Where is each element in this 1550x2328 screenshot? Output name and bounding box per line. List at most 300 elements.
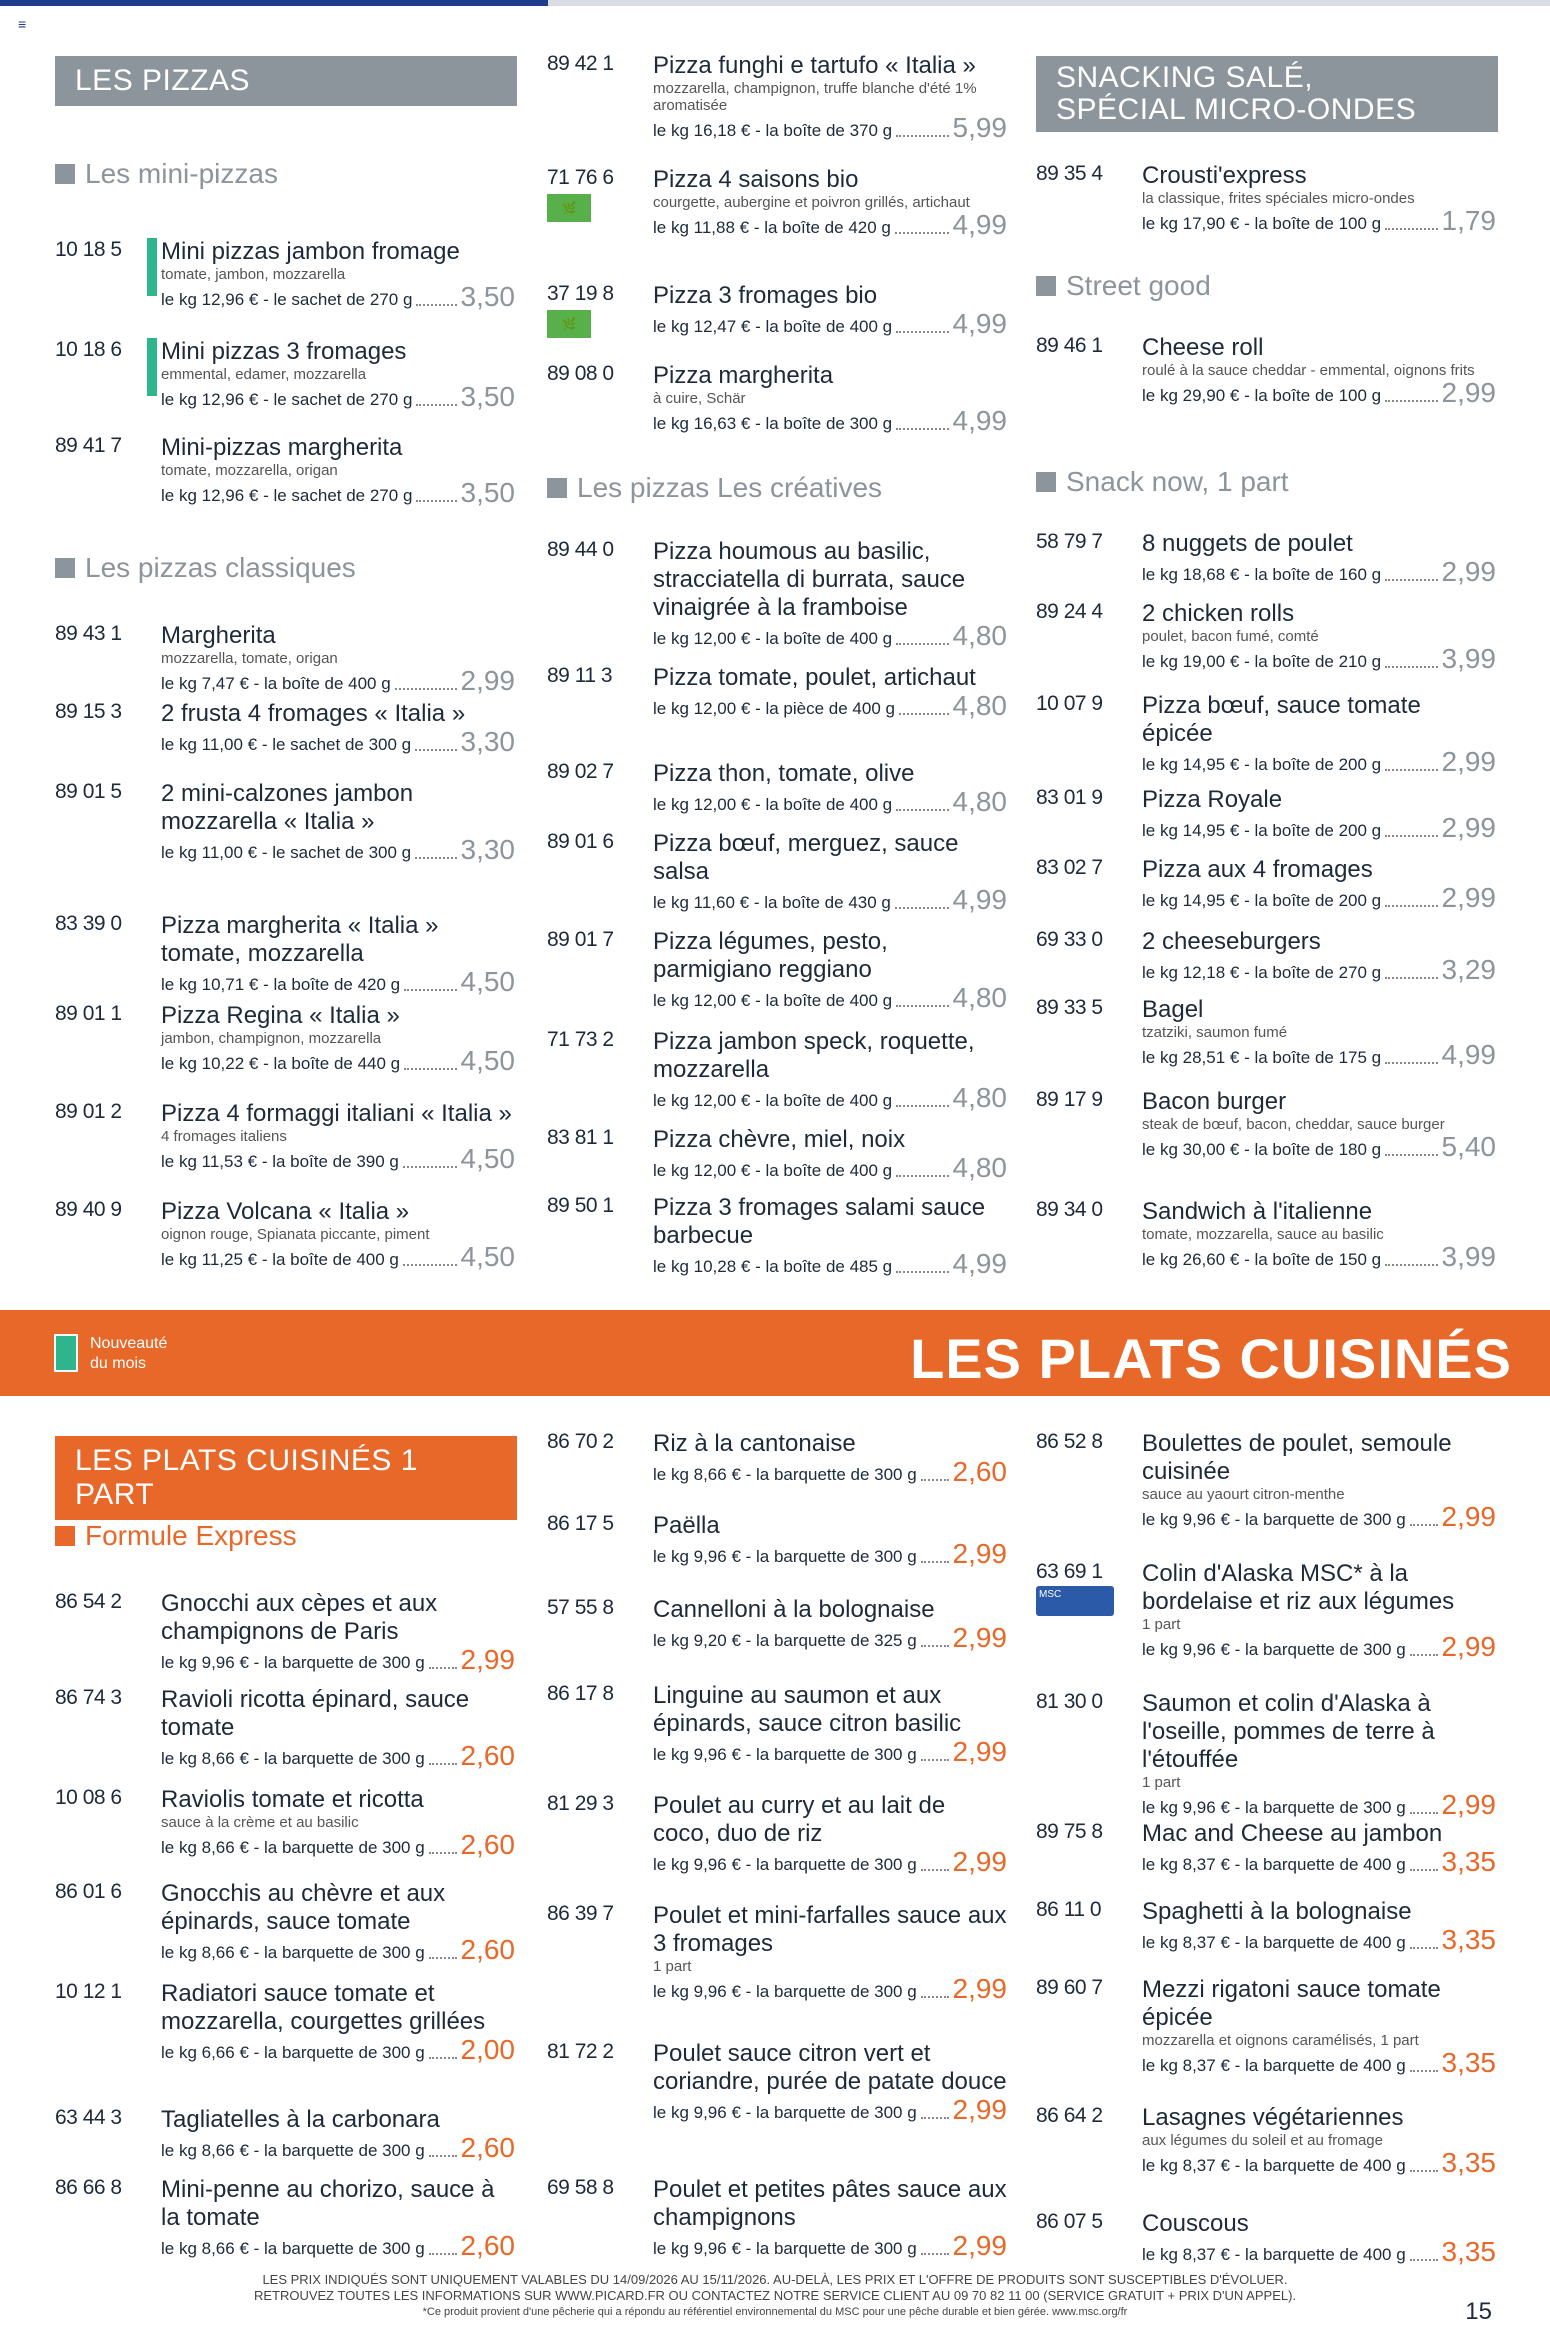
top-bar-accent: [0, 0, 548, 6]
dot-leader: [896, 331, 948, 333]
price-line: [161, 479, 515, 507]
product-code: 63 69 1: [1036, 1560, 1103, 1583]
price-line: [653, 622, 1007, 650]
dot-leader: [1385, 1264, 1437, 1266]
product-name: Pizza Regina « Italia »: [161, 1002, 400, 1029]
dot-leader: [896, 1105, 948, 1107]
unit-price: le kg 9,96 € - la barquette de 300 g: [653, 1547, 917, 1566]
product-description: jambon, champignon, mozzarella: [161, 1030, 382, 1047]
price-line: [161, 836, 515, 864]
product-code: 89 41 7: [55, 434, 122, 457]
unit-price: le kg 26,60 € - la boîte de 150 g: [1142, 1250, 1382, 1269]
product-body: [161, 1002, 515, 1075]
dot-leader: [1410, 2070, 1438, 2072]
price: 4,80: [952, 620, 1007, 651]
price: 2,99: [952, 1846, 1007, 1877]
product-name: 8 nuggets de poulet: [1142, 530, 1353, 557]
product-code: 89 02 7: [547, 760, 614, 783]
product-name: Paëlla: [653, 1512, 720, 1539]
product-name: Raviolis tomate et ricotta: [161, 1786, 424, 1813]
dot-leader: [1385, 905, 1437, 907]
product-code: 89 15 3: [55, 700, 122, 723]
product-description: sauce à la crème et au basilic: [161, 1814, 359, 1831]
product-body: [1142, 162, 1496, 235]
unit-price: le kg 12,00 € - la boîte de 400 g: [653, 1091, 893, 1110]
dot-leader: [1385, 769, 1437, 771]
price-line: [1142, 1633, 1496, 1661]
product-name: 2 cheeseburgers: [1142, 928, 1321, 955]
product-body: [653, 1596, 1007, 1652]
unit-price: le kg 9,20 € - la barquette de 325 g: [653, 1631, 917, 1650]
product-body: [161, 700, 515, 756]
price-line: [1142, 558, 1496, 586]
price-line: [1142, 1243, 1496, 1271]
product-body: [161, 1880, 515, 1964]
product-body: [161, 622, 515, 695]
product-name: Bacon burger: [1142, 1088, 1287, 1115]
product-body: [161, 338, 515, 411]
pizzas-header: LES PIZZAS: [55, 56, 517, 106]
unit-price: le kg 14,95 € - la boîte de 200 g: [1142, 821, 1382, 840]
price: 3,35: [1441, 2147, 1496, 2178]
product-body: [653, 362, 1007, 435]
price: 4,80: [952, 690, 1007, 721]
product-body: [1142, 1430, 1496, 1531]
product-body: [161, 912, 515, 996]
price: 4,99: [952, 884, 1007, 915]
price: 2,99: [952, 1973, 1007, 2004]
price-line: [653, 2096, 1007, 2124]
unit-price: le kg 9,96 € - la barquette de 300 g: [1142, 1640, 1406, 1659]
product-description: emmental, edamer, mozzarella: [161, 366, 367, 383]
price-line: [1142, 2149, 1496, 2177]
unit-price: le kg 17,90 € - la boîte de 100 g: [1142, 214, 1382, 233]
unit-price: le kg 12,96 € - le sachet de 270 g: [161, 486, 413, 505]
creative-pizzas-subtitle: Les pizzas Les créatives: [547, 472, 882, 504]
unit-price: le kg 11,60 € - la boîte de 430 g: [653, 893, 891, 912]
product-description: 1 part: [1142, 1774, 1181, 1791]
product-code: 81 30 0: [1036, 1690, 1103, 1713]
price-line: [1142, 884, 1496, 912]
product-name: Couscous: [1142, 2210, 1249, 2237]
product-name: Pizza houmous au basilic, stracciatella di burrata, sauce vinaigrée à la framboise: [653, 538, 966, 621]
product-code: 57 55 8: [547, 1596, 614, 1619]
product-code: 89 01 6: [547, 830, 614, 853]
product-code: 86 66 8: [55, 2176, 122, 2199]
unit-price: le kg 6,66 € - la barquette de 300 g: [161, 2043, 425, 2062]
dot-leader: [921, 1996, 949, 1998]
price: 3,30: [460, 834, 515, 865]
product-code: 83 01 9: [1036, 786, 1103, 809]
unit-price: le kg 28,51 € - la boîte de 175 g: [1142, 1048, 1382, 1067]
price: 3,35: [1441, 1846, 1496, 1877]
product-body: [1142, 530, 1496, 586]
product-name: Pizza tomate, poulet, artichaut: [653, 664, 976, 691]
square-bullet-icon: [55, 558, 75, 578]
price-line: [653, 1975, 1007, 2003]
price-line: [161, 667, 515, 695]
price-line: [653, 692, 1007, 720]
price: 5,99: [952, 112, 1007, 143]
unit-price: le kg 8,37 € - la barquette de 400 g: [1142, 2245, 1406, 2264]
price: 2,60: [952, 1456, 1007, 1487]
dot-leader: [416, 404, 456, 406]
unit-price: le kg 11,88 € - la boîte de 420 g: [653, 218, 891, 237]
product-code: 89 11 3: [547, 664, 613, 687]
product-name: Bagel: [1142, 996, 1204, 1023]
product-name: Pizza jambon speck, roquette, mozzarella: [653, 1028, 975, 1083]
unit-price: le kg 9,96 € - la barquette de 300 g: [161, 1653, 425, 1672]
snacking-column: [1036, 56, 1498, 132]
page-number: 15: [1465, 2298, 1492, 2325]
dot-leader: [895, 907, 949, 909]
price: 3,35: [1441, 2047, 1496, 2078]
price: 2,99: [1441, 746, 1496, 777]
unit-price: le kg 14,95 € - la boîte de 200 g: [1142, 891, 1382, 910]
price-line: [653, 1250, 1007, 1278]
product-code: 89 46 1: [1036, 334, 1103, 357]
product-body: [653, 830, 1007, 914]
plats-header: LES PLATS CUISINÉS 1 PART: [55, 1436, 517, 1520]
unit-price: le kg 7,47 € - la boîte de 400 g: [161, 674, 391, 693]
price-line: [1142, 379, 1496, 407]
price: 1,79: [1441, 205, 1496, 236]
dot-leader: [415, 857, 456, 859]
price-line: [653, 2232, 1007, 2260]
price: 4,80: [952, 982, 1007, 1013]
price-line: [161, 2036, 515, 2064]
dot-leader: [1410, 1947, 1438, 1949]
product-name: Sandwich à l'italienne: [1142, 1198, 1373, 1225]
product-code: 86 54 2: [55, 1590, 122, 1613]
dot-leader: [1385, 1062, 1437, 1064]
product-code: 86 17 8: [547, 1682, 614, 1705]
dot-leader: [429, 2057, 457, 2059]
product-code: 71 76 6: [547, 166, 614, 189]
price-line: [1142, 2238, 1496, 2266]
product-body: [161, 1686, 515, 1770]
price: 2,99: [1441, 812, 1496, 843]
dot-leader: [921, 1869, 949, 1871]
price-line: [161, 1646, 515, 1674]
dot-leader: [1385, 835, 1437, 837]
banner-title: LES PLATS CUISINÉS: [910, 1327, 1512, 1390]
product-name: Poulet et mini-farfalles sauce aux 3 fromages: [653, 1902, 1007, 1957]
product-body: [653, 282, 1007, 338]
unit-price: le kg 8,66 € - la barquette de 300 g: [161, 1749, 425, 1768]
product-code: 69 33 0: [1036, 928, 1103, 951]
product-name: Pizza Volcana « Italia »: [161, 1198, 410, 1225]
product-name: Radiatori sauce tomate et mozzarella, courgettes grillées: [161, 1980, 486, 2035]
product-description: aux légumes du soleil et au fromage: [1142, 2132, 1383, 2149]
product-code: 10 12 1: [55, 1980, 122, 2003]
product-name: Tagliatelles à la carbonara: [161, 2106, 440, 2133]
price: 2,99: [952, 1538, 1007, 1569]
product-code: 86 07 5: [1036, 2210, 1103, 2233]
price: 5,40: [1441, 1131, 1496, 1162]
product-code: 81 72 2: [547, 2040, 614, 2063]
unit-price: le kg 18,68 € - la boîte de 160 g: [1142, 565, 1382, 584]
price-line: [1142, 1791, 1496, 1819]
price-line: [161, 2232, 515, 2260]
price-line: [653, 310, 1007, 338]
dot-leader: [1385, 400, 1437, 402]
product-name: 2 frusta 4 fromages « Italia »: [161, 700, 466, 727]
product-code: 86 74 3: [55, 1686, 122, 1709]
product-code: 83 39 0: [55, 912, 122, 935]
product-name: Mezzi rigatoni sauce tomate épicée: [1142, 1976, 1441, 2031]
plats-cuisines-banner: [0, 1310, 1550, 1396]
price: 3,50: [460, 477, 515, 508]
product-code: 83 81 1: [547, 1126, 614, 1149]
product-code: 58 79 7: [1036, 530, 1103, 553]
unit-price: le kg 8,66 € - la barquette de 300 g: [161, 1838, 425, 1857]
product-description: 1 part: [653, 1958, 692, 1975]
price: 3,35: [1441, 2236, 1496, 2267]
square-bullet-icon: [55, 1526, 75, 1546]
product-name: Margherita: [161, 622, 276, 649]
dot-leader: [1410, 1654, 1438, 1656]
product-code: 89 24 4: [1036, 600, 1103, 623]
price-line: [653, 984, 1007, 1012]
price: 4,99: [952, 308, 1007, 339]
price-line: [653, 1154, 1007, 1182]
dot-leader: [896, 643, 948, 645]
product-body: [1142, 928, 1496, 984]
dot-leader: [896, 1005, 948, 1007]
menu-icon[interactable]: ≡: [18, 16, 27, 32]
unit-price: le kg 11,53 € - la boîte de 390 g: [161, 1152, 399, 1171]
product-name: Pizza chèvre, miel, noix: [653, 1126, 906, 1153]
product-name: Mini-penne au chorizo, sauce à la tomate: [161, 2176, 495, 2231]
product-body: [653, 664, 1007, 720]
product-body: [653, 166, 1007, 239]
price: 2,99: [952, 1736, 1007, 1767]
price-line: [161, 968, 515, 996]
nouveaute-legend: Nouveauté du mois: [90, 1335, 168, 1372]
product-description: oignon rouge, Spianata piccante, piment: [161, 1226, 430, 1243]
product-body: [1142, 334, 1496, 407]
product-description: 4 fromages italiens: [161, 1128, 287, 1145]
dot-leader: [1385, 579, 1437, 581]
product-name: Riz à la cantonaise: [653, 1430, 856, 1457]
product-name: Spaghetti à la bolognaise: [1142, 1898, 1412, 1925]
price: 2,60: [460, 1934, 515, 1965]
product-name: Pizza Royale: [1142, 786, 1283, 813]
price: 2,60: [460, 1740, 515, 1771]
product-name: Pizza thon, tomate, olive: [653, 760, 915, 787]
price: 4,50: [460, 1045, 515, 1076]
dot-leader: [1385, 1154, 1437, 1156]
unit-price: le kg 10,28 € - la boîte de 485 g: [653, 1257, 893, 1276]
product-description: roulé à la sauce cheddar - emmental, oignons frits: [1142, 362, 1475, 379]
organic-leaf-icon: 🌿: [547, 310, 591, 338]
product-body: [1142, 1820, 1496, 1876]
dot-leader: [429, 2253, 457, 2255]
unit-price: le kg 14,95 € - la boîte de 200 g: [1142, 755, 1382, 774]
product-name: Pizza margherita: [653, 362, 834, 389]
product-code: 89 44 0: [547, 538, 614, 561]
unit-price: le kg 8,37 € - la barquette de 400 g: [1142, 1855, 1406, 1874]
unit-price: le kg 11,00 € - le sachet de 300 g: [161, 843, 412, 862]
product-body: [653, 1126, 1007, 1182]
product-name: Mini-pizzas margherita: [161, 434, 403, 461]
product-name: Pizza bœuf, sauce tomate épicée: [1142, 692, 1421, 747]
price: 3,29: [1441, 954, 1496, 985]
product-name: Gnocchis au chèvre et aux épinards, sauce tomate: [161, 1880, 446, 1935]
snacking-header: SNACKING SALÉ, SPÉCIAL MICRO-ONDES: [1036, 56, 1498, 132]
product-name: Pizza aux 4 fromages: [1142, 856, 1373, 883]
price: 4,99: [952, 1248, 1007, 1279]
price: 2,99: [1441, 377, 1496, 408]
product-code: 86 52 8: [1036, 1430, 1103, 1453]
dot-leader: [921, 2253, 949, 2255]
product-description: sauce au yaourt citron-menthe: [1142, 1486, 1345, 1503]
product-name: Poulet au curry et au lait de coco, duo de riz: [653, 1792, 946, 1847]
dot-leader: [395, 688, 457, 690]
product-name: Pizza 4 saisons bio: [653, 166, 859, 193]
dot-leader: [1385, 977, 1437, 979]
price-line: [161, 728, 515, 756]
product-code: 83 02 7: [1036, 856, 1103, 879]
product-name: Mini pizzas 3 fromages: [161, 338, 407, 365]
dot-leader: [1385, 666, 1437, 668]
product-body: [161, 1198, 515, 1271]
price-line: [1142, 748, 1496, 776]
dot-leader: [404, 989, 456, 991]
dot-leader: [416, 500, 456, 502]
price-line: [653, 1848, 1007, 1876]
unit-price: le kg 11,00 € - le sachet de 300 g: [161, 735, 412, 754]
product-body: [161, 780, 515, 864]
unit-price: le kg 9,96 € - la barquette de 300 g: [653, 1855, 917, 1874]
product-description: poulet, bacon fumé, comté: [1142, 628, 1319, 645]
unit-price: le kg 29,90 € - la boîte de 100 g: [1142, 386, 1382, 405]
price-line: [653, 788, 1007, 816]
footer-legal: LES PRIX INDIQUÉS SONT UNIQUEMENT VALABLES DU 14/09/2026 AU 15/11/2026. AU-DELÀ, LES PRIX ET L'OFFRE DE PRODUITS SONT SUSCEPTIBLES D'ÉVOLUER. RETROUVEZ TOUTES LES INFORMATIONS SUR WWW.PICARD.FR OU CONTACTEZ NOTRE SERVICE CLIENT AU 09 70 82 11 00 (SERVICE GRATUIT + PRIX D'UN APPEL). *Ce produit provient d'une pêcherie qui a répondu au référentiel environnemental du MSC pour une pêche durable et bien gérée. www.msc.org/fr: [253, 2272, 1297, 2318]
product-body: [653, 1682, 1007, 1766]
price: 2,99: [952, 2094, 1007, 2125]
unit-price: le kg 12,18 € - la boîte de 270 g: [1142, 963, 1382, 982]
product-code: 86 64 2: [1036, 2104, 1103, 2127]
price: 4,50: [460, 1143, 515, 1174]
product-code: 71 73 2: [547, 1028, 614, 1051]
product-description: tomate, mozzarella, sauce au basilic: [1142, 1226, 1384, 1243]
price: 2,99: [1441, 556, 1496, 587]
product-body: [161, 1590, 515, 1674]
product-name: Poulet et petites pâtes sauce aux champignons: [653, 2176, 1007, 2231]
product-code: 89 60 7: [1036, 1976, 1103, 1999]
unit-price: le kg 10,71 € - la boîte de 420 g: [161, 975, 401, 994]
price-line: [1142, 207, 1496, 235]
product-body: [653, 1902, 1007, 2003]
unit-price: le kg 8,37 € - la barquette de 400 g: [1142, 2056, 1406, 2075]
unit-price: le kg 9,96 € - la barquette de 300 g: [653, 1982, 917, 2001]
product-body: [161, 1100, 515, 1173]
dot-leader: [1410, 2170, 1438, 2172]
product-description: mozzarella, champignon, truffe blanche d'été 1% aromatisée: [653, 80, 977, 114]
price-line: [653, 1624, 1007, 1652]
unit-price: le kg 12,00 € - la boîte de 400 g: [653, 629, 893, 648]
unit-price: le kg 8,66 € - la barquette de 300 g: [161, 2141, 425, 2160]
product-code: 10 18 6: [55, 338, 122, 361]
unit-price: le kg 30,00 € - la boîte de 180 g: [1142, 1140, 1382, 1159]
price-line: [653, 114, 1007, 142]
product-name: Colin d'Alaska MSC* à la bordelaise et riz aux légumes: [1142, 1560, 1455, 1615]
price: 2,99: [952, 1622, 1007, 1653]
price-line: [1142, 2049, 1496, 2077]
product-description: mozzarella et oignons caramélisés, 1 part: [1142, 2032, 1419, 2049]
price: 3,99: [1441, 1241, 1496, 1272]
price: 4,80: [952, 1082, 1007, 1113]
dot-leader: [1385, 228, 1437, 230]
product-body: [1142, 1088, 1496, 1161]
price: 2,99: [1441, 1789, 1496, 1820]
product-code: 89 08 0: [547, 362, 614, 385]
product-body: [161, 1786, 515, 1859]
product-name: Poulet sauce citron vert et coriandre, purée de patate douce: [653, 2040, 1007, 2095]
product-body: [1142, 1690, 1496, 1819]
product-body: [1142, 600, 1496, 673]
price-line: [653, 1738, 1007, 1766]
product-code: 89 01 1: [55, 1002, 122, 1025]
dot-leader: [429, 1763, 457, 1765]
product-code: 10 18 5: [55, 238, 122, 261]
price: 2,99: [1441, 882, 1496, 913]
product-code: 86 17 5: [547, 1512, 614, 1535]
product-code: 89 33 5: [1036, 996, 1103, 1019]
square-bullet-icon: [55, 164, 75, 184]
product-name: Mac and Cheese au jambon: [1142, 1820, 1443, 1847]
price-line: [161, 1243, 515, 1271]
dot-leader: [429, 1957, 457, 1959]
unit-price: le kg 8,66 € - la barquette de 300 g: [161, 2239, 425, 2258]
price-line: [161, 1145, 515, 1173]
price: 4,80: [952, 1152, 1007, 1183]
classic-pizzas-subtitle: Les pizzas classiques: [55, 552, 356, 584]
price-line: [653, 211, 1007, 239]
product-code: 69 58 8: [547, 2176, 614, 2199]
price: 3,99: [1441, 643, 1496, 674]
price: 4,99: [952, 405, 1007, 436]
price-line: [653, 886, 1007, 914]
price: 2,60: [460, 2230, 515, 2261]
price: 2,99: [460, 1644, 515, 1675]
price-line: [653, 1540, 1007, 1568]
product-name: Pizza 3 fromages bio: [653, 282, 878, 309]
unit-price: le kg 9,96 € - la barquette de 300 g: [1142, 1510, 1406, 1529]
unit-price: le kg 9,96 € - la barquette de 300 g: [653, 2239, 917, 2258]
unit-price: le kg 9,96 € - la barquette de 300 g: [1142, 1798, 1406, 1817]
product-body: [161, 238, 515, 311]
dot-leader: [403, 1166, 457, 1168]
product-description: steak de bœuf, bacon, cheddar, sauce burger: [1142, 1116, 1445, 1133]
product-description: 1 part: [1142, 1616, 1181, 1633]
product-body: [1142, 996, 1496, 1069]
dot-leader: [896, 1175, 948, 1177]
price: 2,99: [1441, 1631, 1496, 1662]
product-body: [161, 2106, 515, 2162]
dot-leader: [921, 1561, 949, 1563]
product-code: 89 01 5: [55, 780, 122, 803]
product-name: Pizza 3 fromages salami sauce barbecue: [653, 1194, 986, 1249]
product-code: 63 44 3: [55, 2106, 122, 2129]
price-line: [161, 1742, 515, 1770]
product-name: Pizza légumes, pesto, parmigiano reggiano: [653, 928, 888, 983]
nouveaute-icon: [54, 1334, 78, 1372]
product-description: tomate, jambon, mozzarella: [161, 266, 346, 283]
price-line: [1142, 956, 1496, 984]
